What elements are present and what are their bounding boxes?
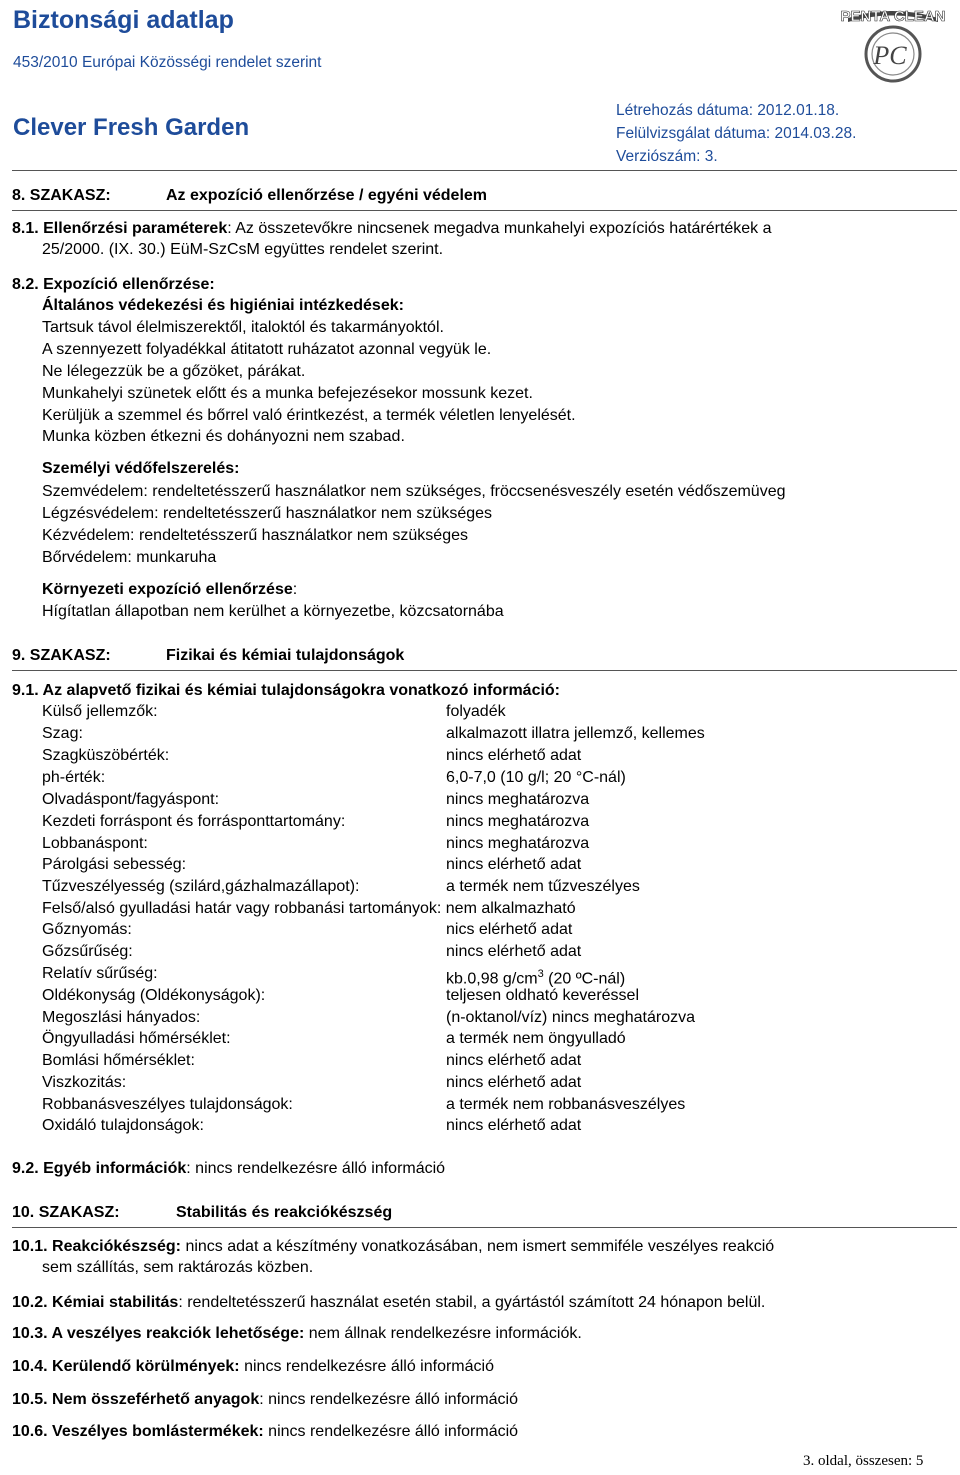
para-10-2-text: : rendeltetésszerű használat esetén stabil, a gyártástól számított 24 hónapon belül. [178, 1294, 766, 1311]
property-value: nincs meghatározva [446, 835, 590, 852]
property-value: nincs elérhető adat [446, 747, 582, 764]
ppe-skin-label: Bőrvédelem: [42, 549, 132, 566]
para-8-1-text: : Az összetevőkre nincsenek megadva munkahelyi expozíciós határértékek a [227, 220, 772, 237]
ppe-hand: Kézvédelem: rendeltetésszerű használatkor nem szükséges [42, 527, 468, 544]
property-value: nincs elérhető adat [446, 856, 582, 873]
section-10-number: 10. SZAKASZ: [12, 1204, 120, 1221]
property-label: Szagküszöbérték: [42, 747, 170, 764]
para-9-2-label: 9.2. Egyéb információk [12, 1160, 187, 1177]
density-suffix: (20 ºC-nál) [543, 970, 626, 988]
property-label: Külső jellemzők: [42, 703, 158, 720]
logo-monogram: PC [873, 41, 907, 70]
para-9-2-text: : nincs rendelkezésre álló információ [186, 1160, 446, 1177]
env-exposure-label: Környezeti expozíció ellenőrzése [42, 581, 293, 598]
property-label: Robbanásveszélyes tulajdonságok: [42, 1096, 293, 1113]
para-8-1-label: 8.1. Ellenőrzési paraméterek [12, 220, 228, 237]
property-value: nincs elérhető adat [446, 943, 582, 960]
para-10-1-label: 10.1. Reakciókészség: [12, 1238, 181, 1255]
para-8-1 [12, 219, 772, 239]
ppe-heading: Személyi védőfelszerelés: [42, 460, 240, 477]
para-10-4-text: nincs rendelkezésre álló információ [239, 1358, 494, 1375]
document-header [0, 0, 960, 171]
revised-date: Felülvizsgálat dátuma: 2014.03.28. [616, 125, 857, 142]
property-value: nics elérhető adat [446, 921, 573, 938]
general-measure-item: Ne lélegezzük be a gőzöket, párákat. [42, 363, 306, 380]
para-10-3 [12, 1324, 582, 1344]
version-number: Verziószám: 3. [616, 148, 718, 165]
env-exposure-colon: : [292, 581, 298, 598]
para-10-4-label: 10.4. Kerülendő körülmények: [12, 1358, 240, 1375]
property-label: Szag: [42, 725, 83, 742]
property-value: a termék nem robbanásveszélyes [446, 1096, 686, 1113]
property-value: nincs elérhető adat [446, 1117, 582, 1134]
para-10-4 [12, 1357, 494, 1377]
property-label: Bomlási hőmérséklet: [42, 1052, 195, 1069]
density-unit-exponent: 3 [537, 968, 544, 980]
para-10-5-text: : nincs rendelkezésre álló információ [259, 1391, 519, 1408]
logo-wordmark: PENTA CLEAN [840, 8, 946, 25]
para-10-1-cont: sem szállítás, sem raktározás közben. [42, 1259, 314, 1276]
property-label: Megoszlási hányados: [42, 1009, 201, 1026]
env-exposure-heading [42, 580, 297, 600]
para-10-5-label: 10.5. Nem összeférhető anyagok [12, 1391, 260, 1408]
property-value: 6,0-7,0 (10 g/l; 20 °C-nál) [446, 769, 626, 786]
property-value: teljesen oldható keveréssel [446, 987, 640, 1004]
property-label: Tűzveszélyesség (szilárd,gázhalmazállapot): [42, 878, 360, 895]
para-10-6-label: 10.6. Veszélyes bomlástermékek: [12, 1423, 264, 1440]
property-value: folyadék [446, 703, 506, 720]
property-label: ph-érték: [42, 769, 106, 786]
property-label: Öngyulladási hőmérséklet: [42, 1030, 231, 1047]
page-number: 3. oldal, összesen: 5 [803, 1453, 924, 1469]
property-value: nincs elérhető adat [446, 1052, 582, 1069]
property-label: Olvadáspont/fagyáspont: [42, 791, 220, 808]
created-date: Létrehozás dátuma: 2012.01.18. [616, 102, 840, 119]
general-measure-item: Kerüljük a szemmel és bőrrel való érintkezést, a termék véletlen lenyelését. [42, 407, 576, 424]
para-10-1 [12, 1237, 774, 1257]
property-label: Lobbanáspont: [42, 835, 148, 852]
para-10-2-label: 10.2. Kémiai stabilitás [12, 1294, 179, 1311]
property-label: Kezdeti forráspont és forrásponttartomány: [42, 813, 346, 830]
para-10-6 [12, 1422, 518, 1442]
section-9-rule [12, 670, 957, 671]
property-value: nincs meghatározva [446, 813, 590, 830]
property-label: Párolgási sebesség: [42, 856, 187, 873]
para-10-6-text: nincs rendelkezésre álló információ [263, 1423, 519, 1440]
para-10-3-text: nem állnak rendelkezésre információk. [304, 1325, 582, 1342]
property-label: Relatív sűrűség: [42, 965, 158, 982]
property-value: nincs elérhető adat [446, 1074, 582, 1091]
property-value: (n-oktanol/víz) nincs meghatározva [446, 1009, 695, 1026]
density-value: kb.0,98 g/cm [446, 970, 538, 988]
property-value: alkalmazott illatra jellemző, kellemes [446, 725, 705, 742]
property-value: nincs meghatározva [446, 791, 590, 808]
para-10-5 [12, 1390, 518, 1410]
para-9-1: 9.1. Az alapvető fizikai és kémiai tulajdonságokra vonatkozó információ: [12, 682, 561, 699]
para-10-1-text: nincs adat a készítmény vonatkozásában, nem ismert semmiféle veszélyes reakció [181, 1238, 775, 1255]
para-10-2 [12, 1293, 765, 1313]
section-9-title: Fizikai és kémiai tulajdonságok [166, 647, 405, 664]
general-measures-heading: Általános védekezési és higiéniai intézkedések: [42, 297, 404, 314]
property-label: Gőzsűrűség: [42, 943, 133, 960]
para-8-2-label: 8.2. Expozíció ellenőrzése: [12, 276, 215, 293]
para-8-1-cont: 25/2000. (IX. 30.) EüM-SzCsM együttes rendelet szerint. [42, 241, 444, 258]
property-label: Felső/alsó gyulladási határ vagy robbanási tartományok: nem alkalmazható [42, 900, 576, 917]
penta-clean-logo [838, 2, 948, 88]
property-value: a termék nem tűzveszélyes [446, 878, 640, 895]
section-10-title: Stabilitás és reakciókészség [176, 1204, 393, 1221]
property-value: a termék nem öngyulladó [446, 1030, 626, 1047]
property-label: Viszkozitás: [42, 1074, 127, 1091]
para-10-3-label: 10.3. A veszélyes reakciók lehetősége: [12, 1325, 305, 1342]
section-8-title: Az expozíció ellenőrzése / egyéni védelem [166, 187, 488, 204]
env-exposure-text: Hígítatlan állapotban nem kerülhet a környezetbe, közcsatornába [42, 603, 504, 620]
regulation-subtitle: 453/2010 Európai Közösségi rendelet szerint [13, 54, 322, 71]
ppe-skin-value: munkaruha [131, 549, 217, 566]
section-9-number: 9. SZAKASZ: [12, 647, 111, 664]
property-label: Oldékonyság (Oldékonyságok): [42, 987, 266, 1004]
property-label: Oxidáló tulajdonságok: [42, 1117, 204, 1134]
general-measure-item: Tartsuk távol élelmiszerektől, italoktól és takarmányoktól. [42, 319, 444, 336]
ppe-respiratory: Légzésvédelem: rendeltetésszerű használatkor nem szükséges [42, 505, 493, 522]
ppe-skin [42, 548, 216, 568]
document-dates [616, 99, 856, 168]
header-divider [12, 170, 957, 171]
section-8-number: 8. SZAKASZ: [12, 187, 111, 204]
ppe-eye: Szemvédelem: rendeltetésszerű használatkor nem szükséges, fröccsenésveszély esetén védőszemüveg [42, 483, 786, 500]
general-measure-item: Munkahelyi szünetek előtt és a munka befejezésekor mossunk kezet. [42, 385, 533, 402]
general-measure-item: Munka közben étkezni és dohányozni nem szabad. [42, 428, 405, 445]
section-10-rule [12, 1227, 957, 1228]
general-measure-item: A szennyezett folyadékkal átitatott ruházatot azonnal vegyük le. [42, 341, 492, 358]
property-label: Gőznyomás: [42, 921, 132, 938]
para-9-2 [12, 1159, 445, 1179]
document-title: Biztonsági adatlap [13, 6, 234, 34]
section-8-rule [12, 210, 957, 211]
product-name: Clever Fresh Garden [13, 114, 250, 141]
